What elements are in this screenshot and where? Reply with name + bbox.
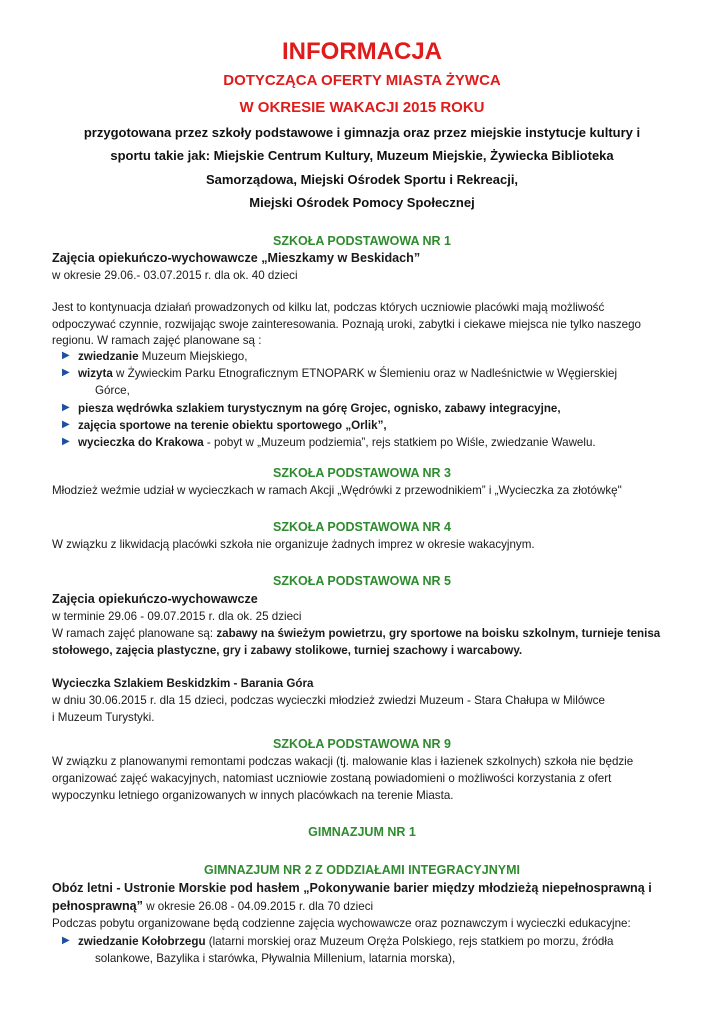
section-heading-sp1: SZKOŁA PODSTAWOWA NR 1 <box>272 234 451 248</box>
g2-bullet-1 <box>62 935 614 948</box>
right-triangle-bullet-icon: ▶ <box>62 935 70 946</box>
bullet-text: - pobyt w „Muzeum podziemia”, rejs statkiem po Wiśle, zwiedzanie Wawelu. <box>203 436 596 449</box>
sp1-bullet-2 <box>62 367 618 380</box>
sp4-text: W związku z likwidacją placówki szkoła nie organizuje żadnych imprez w okresie wakacyjnym. <box>52 538 535 551</box>
section-heading-g2: GIMNAZJUM NR 2 Z ODDZIAŁAMI INTEGRACYJNYMI <box>204 863 520 877</box>
sp5-period: w terminie 29.06 - 09.07.2015 r. dla ok. 25 dzieci <box>52 610 302 623</box>
document-subtitle-2: W OKRESIE WAKACJI 2015 ROKU <box>239 99 485 116</box>
document-subtitle-1: DOTYCZĄCA OFERTY MIASTA ŻYWCA <box>223 72 501 89</box>
section-heading-sp5: SZKOŁA PODSTAWOWA NR 5 <box>272 574 451 588</box>
sp5-trip-line-1: w dniu 30.06.2015 r. dla 15 dzieci, podczas wycieczki młodzież zwiedzi Muzeum - Stara Chałupa w Milówce <box>52 694 605 707</box>
intro-line-3: Samorządowa, Miejski Ośrodek Sportu i Rekreacji, <box>205 172 519 187</box>
g2-bullet-1-continuation: solankowe, Bazylika i starówka, Pływalnia Millenium, latarnia morska), <box>95 952 456 965</box>
right-triangle-bullet-icon: ▶ <box>62 436 70 447</box>
sp1-bullet-3 <box>62 402 561 415</box>
sp3-text: Młodzież weźmie udział w wycieczkach w ramach Akcji „Wędrówki z przewodnikiem” i „Wycieczka za złotówkę" <box>52 484 622 497</box>
sp1-bullet-2-continuation: Górce, <box>95 384 130 397</box>
intro-line-2: sportu takie jak: Miejskie Centrum Kultury, Muzeum Miejskie, Żywiecka Biblioteka <box>110 148 614 163</box>
right-triangle-bullet-icon: ▶ <box>62 350 70 361</box>
g2-camp-line-2-bold: pełnosprawną” <box>52 899 143 913</box>
bullet-bold: zwiedzanie Kołobrzegu <box>78 935 206 948</box>
sp9-para-line-2: organizować zajęć wakacyjnych, natomiast uczniowie zostaną powiadomieni o możliwości korzystania z ofert <box>52 772 612 785</box>
sp1-para-line-3: regionu. W ramach zajęć planowane są : <box>52 334 262 347</box>
section-heading-sp9: SZKOŁA PODSTAWOWA NR 9 <box>272 737 451 751</box>
sp5-plan-line-1 <box>52 627 660 640</box>
sp5-plan-prefix: W ramach zajęć planowane są: <box>52 627 217 640</box>
sp5-trip-line-2: i Muzeum Turystyki. <box>52 711 155 724</box>
document-title: INFORMACJA <box>282 38 442 65</box>
sp1-bullet-5 <box>62 436 596 449</box>
bullet-text: Muzeum Miejskiego, <box>138 350 248 363</box>
section-heading-sp4: SZKOŁA PODSTAWOWA NR 4 <box>272 520 451 534</box>
bullet-bold: piesza wędrówka szlakiem turystycznym na górę Grojec, ognisko, zabawy integracyjne, <box>78 402 561 415</box>
intro-line-4: Miejski Ośrodek Pomocy Społecznej <box>249 195 475 210</box>
right-triangle-bullet-icon: ▶ <box>62 419 70 430</box>
sp1-activity-title: Zajęcia opiekuńczo-wychowawcze „Mieszkamy w Beskidach” <box>52 251 421 265</box>
sp1-para-line-2: odpoczywać czynnie, rozwijając swoje zainteresowania. Poznają uroki, zabytki i ciekawe miejsca nie tylko naszego <box>52 318 641 331</box>
sp1-para-line-1: Jest to kontynuacja działań prowadzonych od kilku lat, podczas których uczniowie placówki mają możliwość <box>52 301 605 314</box>
g2-camp-line-2-rest: w okresie 26.08 - 04.09.2015 r. dla 70 dzieci <box>142 900 374 913</box>
bullet-bold: wycieczka do Krakowa <box>78 436 204 449</box>
bullet-bold: zajęcia sportowe na terenie obiektu sportowego „Orlik”, <box>78 419 387 432</box>
sp5-plan-line-2: stołowego, zajęcia plastyczne, gry i zabawy stolikowe, turniej szachowy i warcabowy. <box>52 644 523 657</box>
sp1-bullet-4 <box>62 419 387 432</box>
sp9-para-line-1: W związku z planowanymi remontami podczas wakacji (tj. malowanie klas i łazienek szkolnych) szkoła nie będzie <box>52 755 634 768</box>
sp1-period: w okresie 29.06.- 03.07.2015 r. dla ok. 40 dzieci <box>52 269 298 282</box>
bullet-text: w Żywieckim Parku Etnograficznym ETNOPARK w Ślemieniu oraz w Nadleśnictwie w Węgierskiej <box>112 367 618 380</box>
bullet-text: (latarni morskiej oraz Muzeum Oręża Polskiego, rejs statkiem po morzu, źródła <box>205 935 614 948</box>
sp1-bullet-1 <box>62 350 248 363</box>
intro-line-1: przygotowana przez szkoły podstawowe i gimnazja oraz przez miejskie instytucje kultury i <box>83 125 641 140</box>
section-heading-g1: GIMNAZJUM NR 1 <box>308 825 416 839</box>
bullet-bold: wizyta <box>78 367 113 380</box>
section-heading-sp3: SZKOŁA PODSTAWOWA NR 3 <box>272 466 451 480</box>
bullet-bold: zwiedzanie <box>78 350 139 363</box>
right-triangle-bullet-icon: ▶ <box>62 367 70 378</box>
g2-para: Podczas pobytu organizowane będą codzienne zajęcia wychowawcze oraz poznawczym i wycieczki edukacyjne: <box>52 917 631 930</box>
sp9-para-line-3: wypoczynku letniego organizowanych w innych placówkach na terenie Miasta. <box>52 789 454 802</box>
g2-camp-line-2 <box>52 899 373 913</box>
right-triangle-bullet-icon: ▶ <box>62 402 70 413</box>
sp5-trip-title: Wycieczka Szlakiem Beskidzkim - Barania Góra <box>52 677 314 690</box>
sp5-plan-bold: zabawy na świeżym powietrzu, gry sportowe na boisku szkolnym, turnieje tenisa <box>216 627 661 640</box>
sp5-activity-title: Zajęcia opiekuńczo-wychowawcze <box>52 592 258 606</box>
g2-camp-line-1: Obóz letni - Ustronie Morskie pod hasłem „Pokonywanie barier między młodzieżą niepełnosprawną i <box>52 881 652 895</box>
